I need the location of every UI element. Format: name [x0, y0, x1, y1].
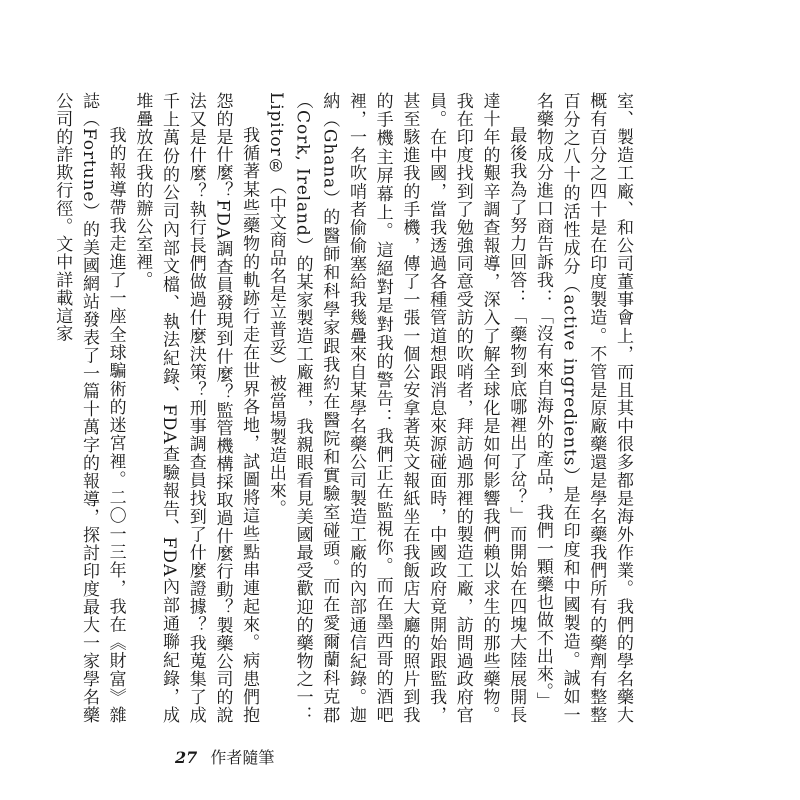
- running-footer-title: 作者隨筆: [210, 748, 275, 767]
- paragraph-4: 我的報導帶我走進了一座全球騙術的迷宮裡。二〇一三年，我在《財富》雜誌（Fortune）的美國網站發表了一篇十萬字的報導，探討印度最大一家學名藥公司的詐欺行徑。文中詳載這家: [52, 92, 126, 724]
- body-text: [52, 92, 636, 724]
- paragraph-3: 我循著某些藥物的軌跡行走在世界各地，試圖將這些點串連起來。病患們抱怨的是什麼？FDA調查員發現到什麼？監管機構採取過什麼行動？製藥公司的說法又是什麼？執行長們做過什麼決策？刑事調查員找到了什麼證據？我蒐集了成千上萬份的公司內部文檔、執法紀錄、FDA查驗報告、FDA內部通聯紀錄，成堆疊放在我的辦公室裡。: [132, 92, 260, 724]
- paragraph-1: 室、製造工廠、和公司董事會上，而且其中很多都是海外作業。我們的學名藥大概有百分之四十是在印度製造。不管是原廠藥還是學名藥我們所有的藥劑有整整百分之八十的活性成分（active ingredients）是在印度和中國製造。誠如一名藥物成分進口商告訴我：「沒有來自海外的產品，我們一顆藥也做不出來。」: [532, 92, 633, 724]
- page-footer: [175, 745, 274, 768]
- page-number: 27: [175, 748, 198, 767]
- paragraph-2: 最後我為了努力回答：「藥物到底哪裡出了岔？」而開始在四塊大陸展開長達十年的艱辛調查報導，深入了解全球化是如何影響我們賴以求生的那些藥物。我在印度找到了勉強同意受訪的吹哨者，拜訪過那裡的製造工廠，訪問過政府官員。在中國，當我透過各種管道想跟消息來源碰面時，中國政府竟開始跟監我，甚至駭進我的手機，傳了一張一個公安拿著英文報紙坐在我飯店大廳的照片到我的手機主屏幕上。這絕對是對我的警告：我們正在監視你。而在墨西哥的酒吧裡，一名吹哨者偷偷塞給我幾疊來自某學名藥公司製造工廠的內部通信紀錄。迦納（Ghana）的醫師和科學家跟我約在醫院和實驗室碰頭。而在愛爾蘭科克郡（Cork, Ireland）的某家製造工廠裡，我親眼看見美國最受歡迎的藥物之一：Lipitor®（中文商品名是立普妥）被當場製造出來。: [265, 92, 527, 724]
